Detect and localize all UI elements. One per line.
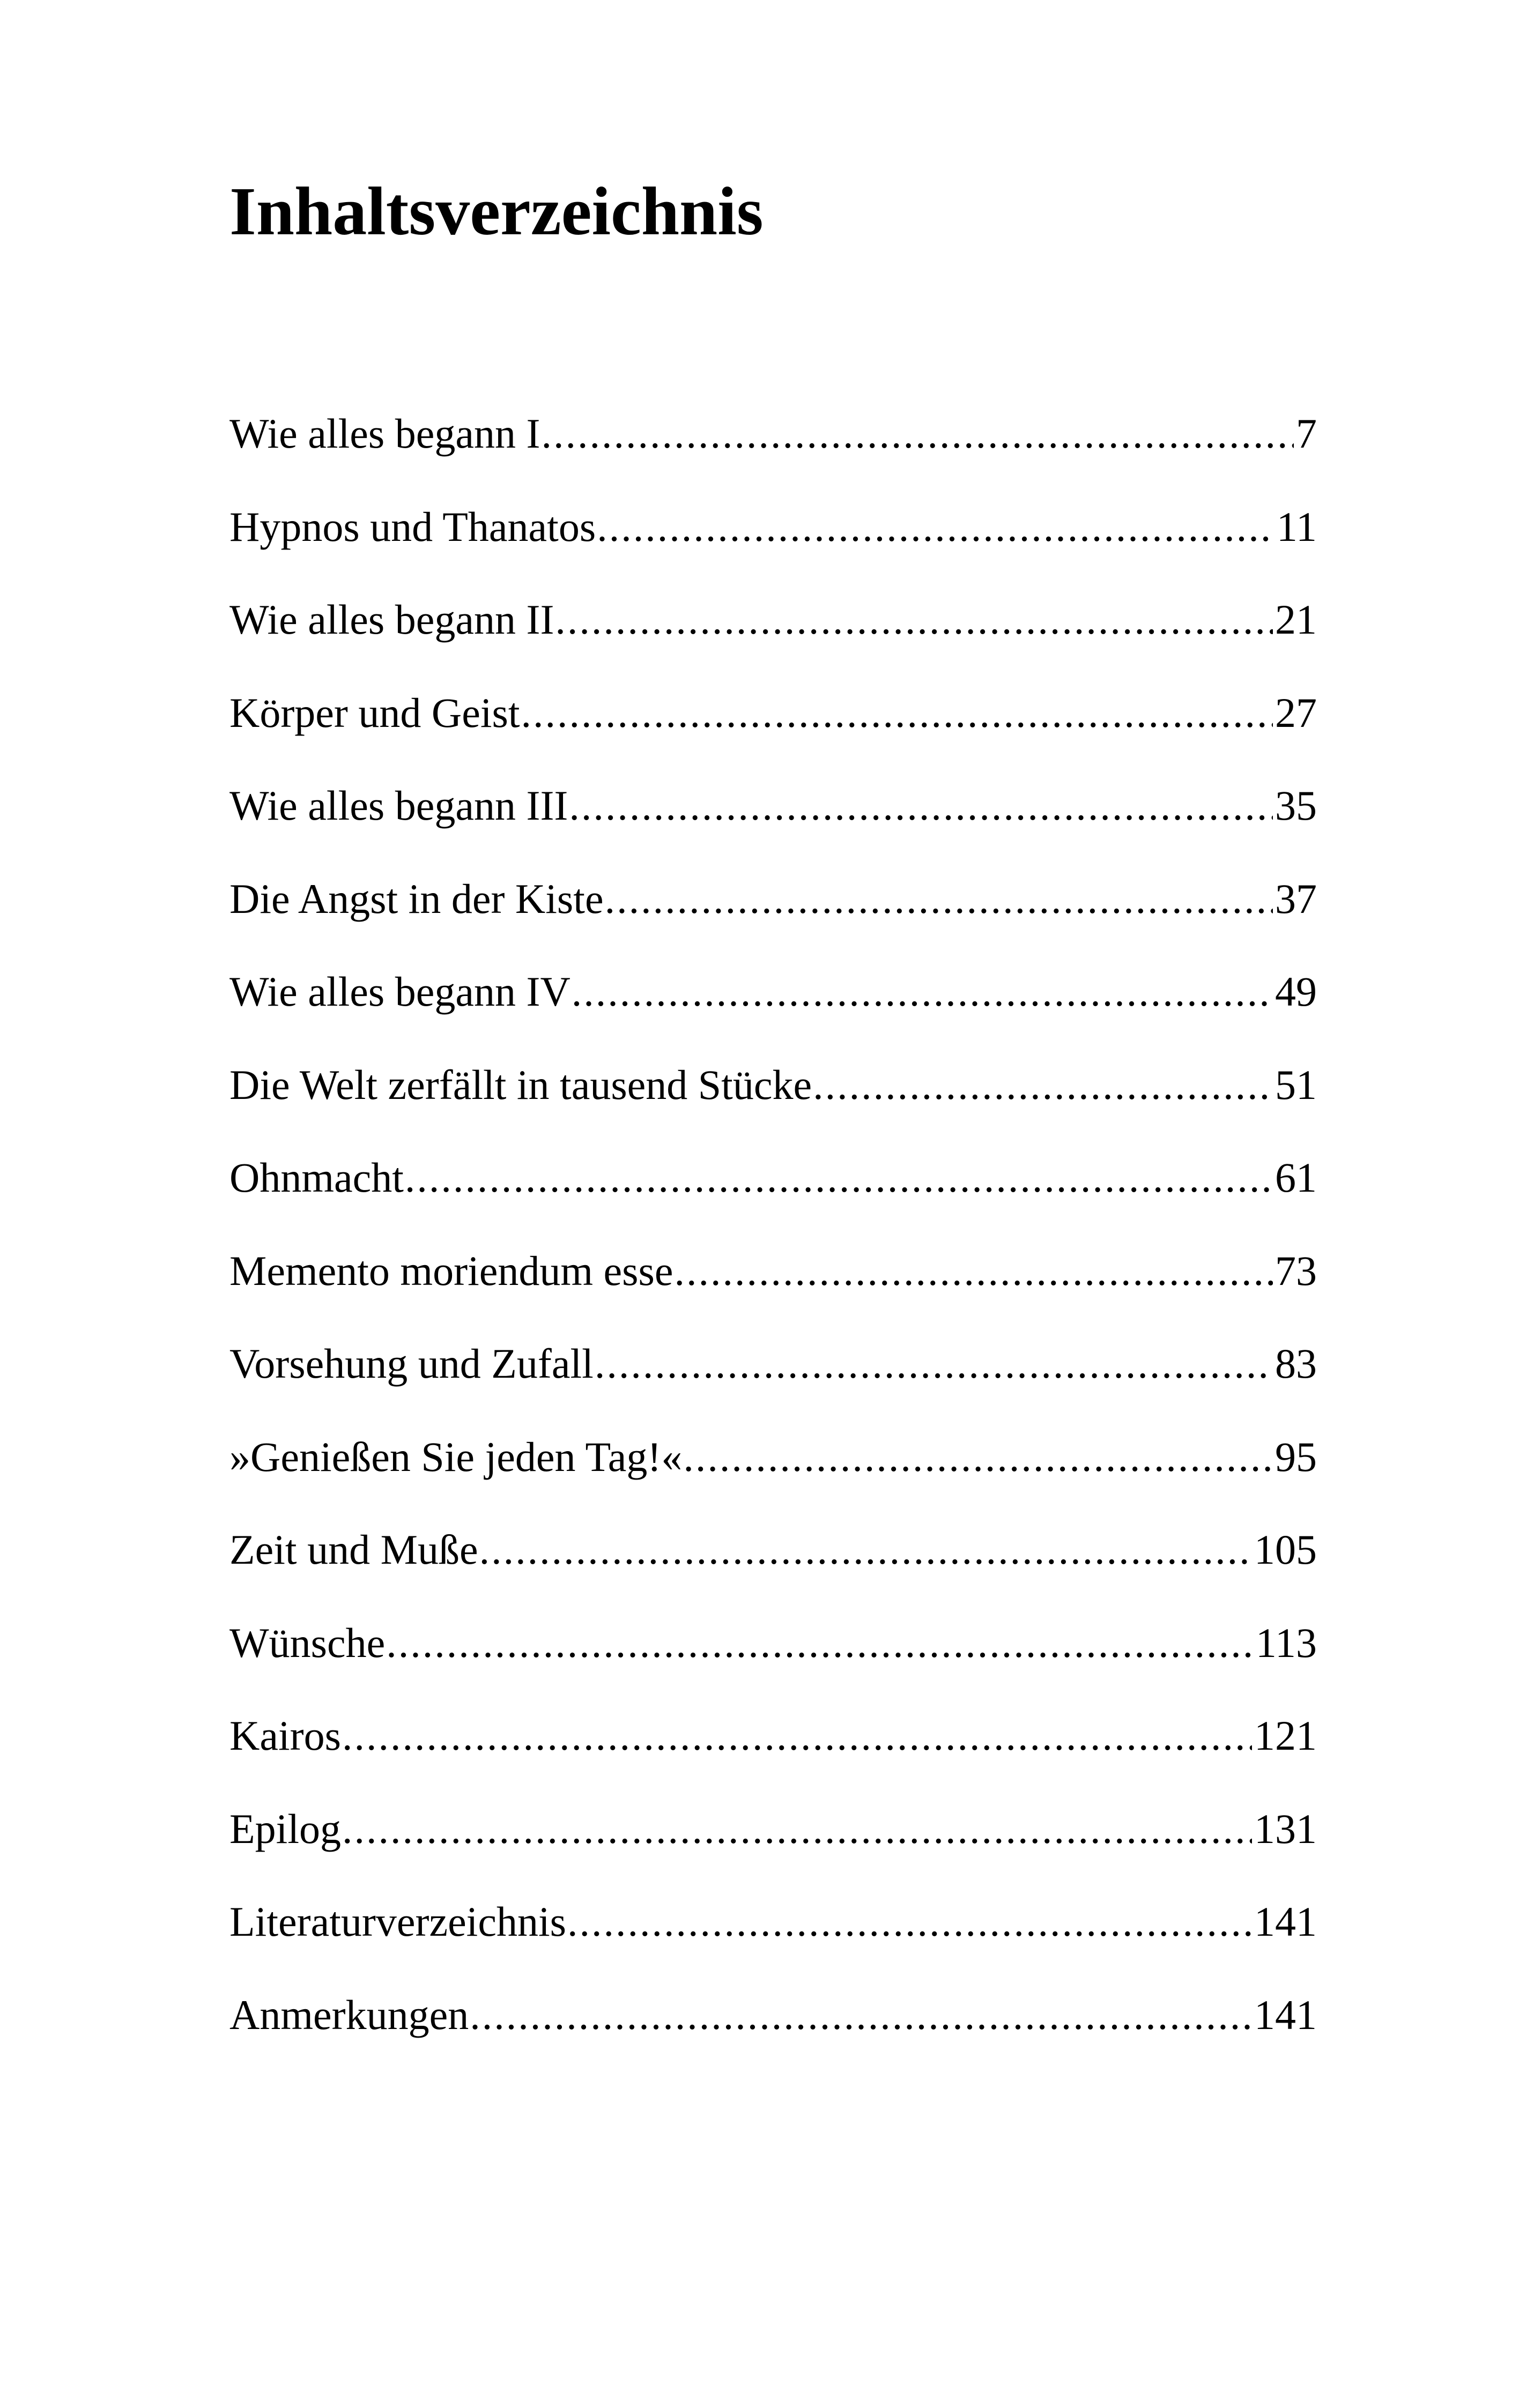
dot-leader xyxy=(342,1808,1252,1850)
toc-entry[interactable] xyxy=(229,1991,1317,2087)
toc-entry-label: Zeit und Muße xyxy=(229,1526,478,1573)
toc-entry-page: 141 xyxy=(1254,1898,1317,1945)
toc-entry-label: Wünsche xyxy=(229,1619,386,1666)
toc-entry-label: Wie alles begann III xyxy=(229,782,568,829)
dot-leader xyxy=(569,785,1273,827)
dot-leader xyxy=(675,1250,1273,1292)
toc-entry-label: Wie alles begann IV xyxy=(229,968,570,1015)
toc-entry-page: 37 xyxy=(1275,875,1317,922)
toc-entry[interactable] xyxy=(229,875,1317,971)
toc-entry-page: 113 xyxy=(1255,1619,1317,1666)
toc-entry-page: 141 xyxy=(1254,1991,1317,2038)
toc-entry-page: 121 xyxy=(1254,1712,1317,1759)
toc-entry-label: Ohnmacht xyxy=(229,1154,404,1201)
dot-leader xyxy=(386,1622,1254,1664)
toc-entry[interactable] xyxy=(229,1247,1317,1343)
toc-entry[interactable] xyxy=(229,1526,1317,1622)
dot-leader xyxy=(541,413,1294,455)
toc-entry-page: 95 xyxy=(1275,1433,1317,1480)
toc-entry-label: »Genießen Sie jeden Tag!« xyxy=(229,1433,683,1480)
dot-leader xyxy=(813,1064,1273,1106)
toc-entry-page: 27 xyxy=(1275,689,1317,736)
toc-entry-label: Wie alles begann I xyxy=(229,410,540,457)
toc-entry-page: 131 xyxy=(1254,1805,1317,1852)
dot-leader xyxy=(605,878,1273,920)
toc-entry[interactable] xyxy=(229,596,1317,692)
toc-entry[interactable] xyxy=(229,1712,1317,1808)
dot-leader xyxy=(521,692,1273,734)
dot-leader xyxy=(595,1343,1273,1385)
dot-leader xyxy=(567,1901,1252,1943)
toc-entry-page: 61 xyxy=(1275,1154,1317,1201)
toc-entry-label: Epilog xyxy=(229,1805,341,1852)
toc-entry-label: Körper und Geist xyxy=(229,689,520,736)
toc-entry-label: Wie alles begann II xyxy=(229,596,554,643)
toc-entry-page: 51 xyxy=(1275,1061,1317,1108)
dot-leader xyxy=(479,1529,1252,1571)
toc-entry-label: Memento moriendum esse xyxy=(229,1247,673,1294)
toc-entry-page: 21 xyxy=(1275,596,1317,643)
toc-entry-page: 105 xyxy=(1254,1526,1317,1573)
toc-entry[interactable] xyxy=(229,689,1317,785)
dot-leader xyxy=(470,1994,1252,2036)
toc-entry-label: Anmerkungen xyxy=(229,1991,469,2038)
toc-entry[interactable] xyxy=(229,968,1317,1064)
toc-entry[interactable] xyxy=(229,1433,1317,1529)
toc-entry-page: 49 xyxy=(1275,968,1317,1015)
toc-entry-page: 73 xyxy=(1275,1247,1317,1294)
toc-entry-page: 11 xyxy=(1276,503,1317,550)
toc-entry-label: Kairos xyxy=(229,1712,341,1759)
toc-entry-label: Die Angst in der Kiste xyxy=(229,875,604,922)
toc-entry[interactable] xyxy=(229,1340,1317,1436)
toc-entry[interactable] xyxy=(229,1154,1317,1250)
toc-entry[interactable] xyxy=(229,410,1317,506)
dot-leader xyxy=(405,1157,1273,1199)
toc-entry[interactable] xyxy=(229,503,1317,599)
toc-entry-label: Hypnos und Thanatos xyxy=(229,503,596,550)
page-title: Inhaltsverzeichnis xyxy=(229,173,764,249)
toc-entry[interactable] xyxy=(229,1061,1317,1157)
dot-leader xyxy=(597,506,1275,548)
toc-entry-label: Die Welt zerfällt in tausend Stücke xyxy=(229,1061,812,1108)
dot-leader xyxy=(683,1436,1273,1478)
toc-entry[interactable] xyxy=(229,1619,1317,1715)
toc-entry[interactable] xyxy=(229,1805,1317,1901)
toc-entry-page: 35 xyxy=(1275,782,1317,829)
toc-entry-page: 83 xyxy=(1275,1340,1317,1387)
dot-leader xyxy=(555,599,1273,641)
dot-leader xyxy=(572,971,1273,1013)
toc-entry-label: Vorsehung und Zufall xyxy=(229,1340,594,1387)
toc-entry-label: Literaturverzeichnis xyxy=(229,1898,566,1945)
toc-entry[interactable] xyxy=(229,782,1317,878)
toc-entry-page: 7 xyxy=(1296,410,1317,457)
table-of-contents xyxy=(229,410,1317,2087)
dot-leader xyxy=(342,1715,1252,1757)
toc-entry[interactable] xyxy=(229,1898,1317,1994)
